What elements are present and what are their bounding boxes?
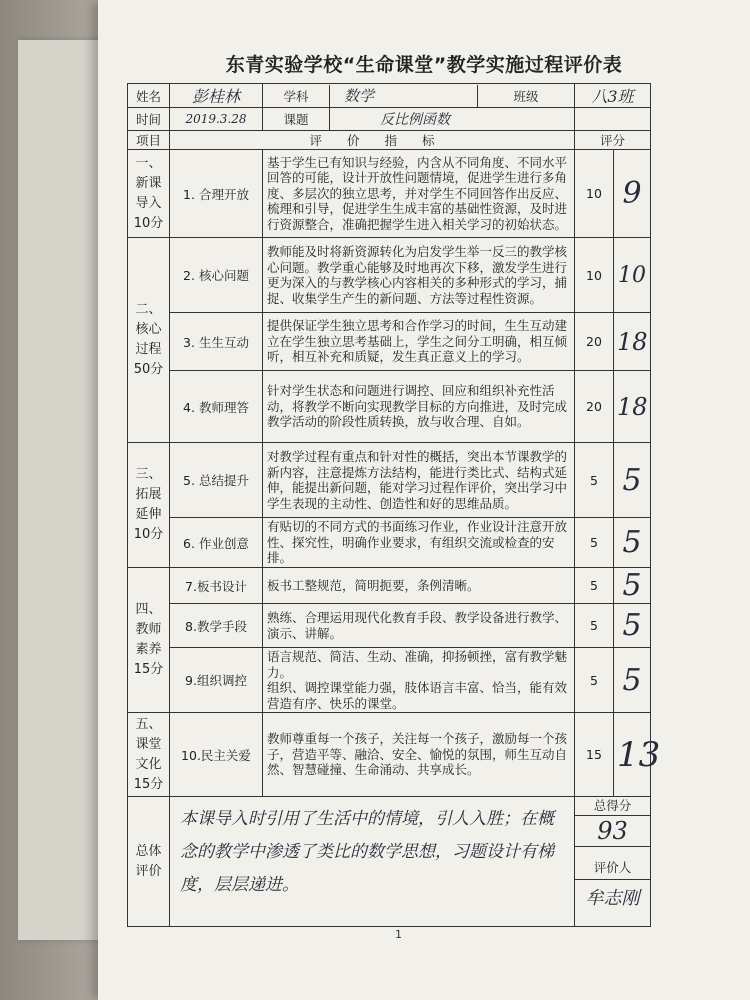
table-row bbox=[128, 371, 651, 443]
indicator-name: 2. 核心问题 bbox=[170, 238, 263, 313]
time-value: 2019.3.28 bbox=[170, 108, 263, 131]
max-score: 20 bbox=[575, 313, 614, 371]
overall-label: 总体 评价 bbox=[128, 797, 170, 927]
given-score: 5 bbox=[614, 604, 651, 648]
given-score: 5 bbox=[614, 648, 651, 713]
evaluator-signature: 牟志刚 bbox=[585, 888, 640, 909]
column-header-row bbox=[128, 131, 651, 150]
header-row-name bbox=[128, 84, 651, 108]
category-intro: 一、 新课 导入 10分 bbox=[128, 150, 170, 238]
indicator-name: 5. 总结提升 bbox=[170, 443, 263, 518]
score-column-header: 评分 bbox=[575, 131, 651, 150]
indicator-text: 教师尊重每一个孩子，关注每一个孩子，激励每一个孩子，营造平等、融洽、安全、愉悦的氛围，师生互动自然、智慧碰撞、生命涌动、共享成长。 bbox=[263, 713, 575, 797]
indicator-text: 板书工整规范，简明扼要，条例清晰。 bbox=[263, 568, 575, 604]
table-row bbox=[128, 648, 651, 713]
indicator-text: 基于学生已有知识与经验，内含从不同角度、不同水平回答的可能，设计开放性问题情境，促进学生进行多角度、多层次的独立思考，并对学生不同回答作出反应、梳理和引导，促进学生生成丰富的基础性资源，及时进行资源整合，准确把握学生进入相关学习的初始状态。 bbox=[263, 150, 575, 238]
indicator-text: 熟练、合理运用现代化教育手段、教学设备进行教学、演示、讲解。 bbox=[263, 604, 575, 648]
indicator-name: 7.板书设计 bbox=[170, 568, 263, 604]
given-score: 18 bbox=[614, 371, 651, 443]
indicator-name: 6. 作业创意 bbox=[170, 518, 263, 568]
category-culture: 五、 课堂 文化 15分 bbox=[128, 713, 170, 797]
topic-value: 反比例函数 bbox=[380, 112, 450, 128]
given-score: 13 bbox=[614, 713, 651, 797]
overall-row bbox=[128, 797, 651, 927]
indicator-name: 4. 教师理答 bbox=[170, 371, 263, 443]
subject-label: 学科 bbox=[263, 85, 330, 107]
indicator-text: 针对学生状态和问题进行调控、回应和组织补充性活动，将教学不断向实现教学目标的方向推进，及时完成教学活动的阶段性质转换，放与收合理、自如。 bbox=[263, 371, 575, 443]
given-score: 5 bbox=[614, 443, 651, 518]
indicator-text: 提供保证学生独立思考和合作学习的时间，生生互动建立在学生独立思考基础上，学生之间分工明确，相互倾听，相互补充和质疑，发生真正意义上的学习。 bbox=[263, 313, 575, 371]
subject-value: 数学 bbox=[330, 85, 478, 107]
category-teacher: 四、 教师 素养 15分 bbox=[128, 568, 170, 713]
given-score: 5 bbox=[614, 568, 651, 604]
indicator-text: 语言规范、简洁、生动、准确，抑扬顿挫，富有教学魅力。 组织、调控课堂能力强，肢体语言丰富、恰当，能有效营造有序、快乐的课堂。 bbox=[263, 648, 575, 713]
item-column-header: 项目 bbox=[128, 131, 170, 150]
given-score: 18 bbox=[614, 313, 651, 371]
time-label: 时间 bbox=[128, 108, 170, 131]
evaluation-table bbox=[127, 83, 661, 927]
overall-comment: 本课导入时引用了生活中的情境，引人入胜；在概念的教学中渗透了类比的数学思想，习题设计有梯度，层层递进。 bbox=[170, 797, 575, 927]
indicator-name: 1. 合理开放 bbox=[170, 150, 263, 238]
total-score-label: 总得分 bbox=[575, 797, 650, 816]
table-row bbox=[128, 568, 651, 604]
class-label: 班级 bbox=[513, 88, 539, 104]
class-value: 八3班 bbox=[575, 84, 651, 108]
name-label: 姓名 bbox=[128, 84, 170, 108]
criteria-column-header: 评 价 指 标 bbox=[170, 131, 575, 150]
given-score: 9 bbox=[614, 150, 651, 238]
max-score: 15 bbox=[575, 713, 614, 797]
indicator-text: 教师能及时将新资源转化为启发学生举一反三的教学核心问题。教学重心能够及时地再次下移，激发学生进行更为深入的与教学核心内容相关的多种形式的学习，捕捉、收集学生产生的新问题、方法等过程性资源。 bbox=[263, 238, 575, 313]
category-core: 二、 核心 过程 50分 bbox=[128, 238, 170, 443]
max-score: 5 bbox=[575, 604, 614, 648]
given-score: 5 bbox=[614, 518, 651, 568]
max-score: 5 bbox=[575, 443, 614, 518]
indicator-name: 3. 生生互动 bbox=[170, 313, 263, 371]
max-score: 20 bbox=[575, 371, 614, 443]
category-extension: 三、 拓展 延伸 10分 bbox=[128, 443, 170, 568]
max-score: 10 bbox=[575, 238, 614, 313]
evaluator-label: 评价人 bbox=[575, 857, 650, 880]
given-score: 10 bbox=[614, 238, 651, 313]
header-row-time bbox=[128, 108, 651, 131]
table-row bbox=[128, 443, 651, 518]
max-score: 5 bbox=[575, 518, 614, 568]
name-value: 彭桂林 bbox=[170, 84, 263, 108]
indicator-name: 8.教学手段 bbox=[170, 604, 263, 648]
table-row bbox=[128, 604, 651, 648]
max-score: 10 bbox=[575, 150, 614, 238]
indicator-text: 有贴切的不同方式的书面练习作业，作业设计注意开放性、探究性，明确作业要求，有组织交流或检查的安排。 bbox=[263, 518, 575, 568]
indicator-name: 9.组织调控 bbox=[170, 648, 263, 713]
max-score: 5 bbox=[575, 568, 614, 604]
table-row bbox=[128, 313, 651, 371]
table-row bbox=[128, 518, 651, 568]
topic-label: 课题 bbox=[263, 108, 330, 130]
indicator-text: 对教学过程有重点和针对性的概括，突出本节课教学的新内容，注意提炼方法结构，能进行类比式、结构式延伸，能提出新问题，能对学习过程作评价，突出学习中学生表现的主动性、创造性和好的思维品质。 bbox=[263, 443, 575, 518]
total-score-value: 93 bbox=[575, 816, 650, 847]
table-row bbox=[128, 713, 651, 797]
page-number: 1 bbox=[395, 928, 402, 941]
max-score: 5 bbox=[575, 648, 614, 713]
indicator-name: 10.民主关爱 bbox=[170, 713, 263, 797]
page-title: 东青实验学校“生命课堂”教学实施过程评价表 bbox=[225, 54, 623, 76]
table-row bbox=[128, 150, 651, 238]
table-row bbox=[128, 238, 651, 313]
